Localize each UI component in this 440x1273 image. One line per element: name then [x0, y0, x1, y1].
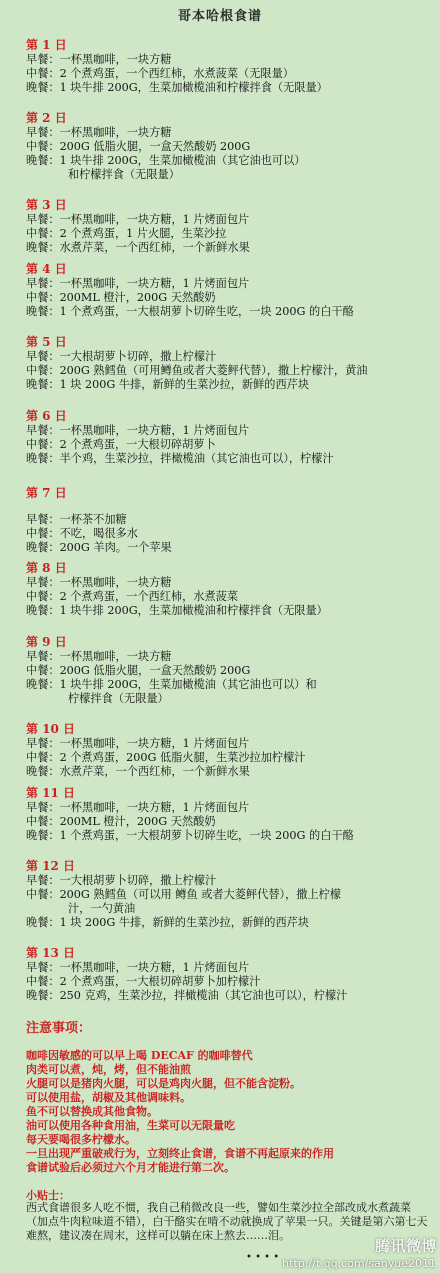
- dinner-line-continued: 和柠檬拌食（无限量）: [68, 168, 180, 181]
- breakfast-line: 早餐：一杯黑咖啡，一块方糖，1 片烤面包片: [26, 277, 250, 290]
- breakfast-line: 早餐：一杯黑咖啡，一块方糖，1 片烤面包片: [26, 961, 250, 974]
- lunch-line: 中餐：200G 熟鳕鱼（可以用 鳟鱼 或者大菱鲆代替），撒上柠檬: [26, 888, 342, 901]
- day-title: 第 1 日: [26, 38, 67, 52]
- day-title: 第 9 日: [26, 635, 67, 649]
- day-block: [26, 409, 431, 466]
- spacer: [26, 501, 431, 513]
- day-block: [26, 635, 431, 706]
- note-item: 食谱试验后必须过六个月才能进行第二次。: [26, 1161, 235, 1174]
- breakfast-line: 早餐：一杯黑咖啡，一块方糖，1 片烤面包片: [26, 424, 250, 437]
- note-item: 可以使用盐，胡椒及其他调味料。: [26, 1091, 191, 1104]
- day-block: [26, 335, 431, 392]
- ellipsis-dots: • • • •: [246, 1252, 280, 1263]
- lunch-line: 中餐：2 个煮鸡蛋，一个西红柿，水煮菠菜: [26, 590, 239, 603]
- watermark-url: http://t.qq.com/sanyue2011: [282, 1257, 436, 1270]
- notes-title: 注意事项：: [26, 1021, 92, 1036]
- day-block: [26, 722, 431, 779]
- dinner-line: 晚餐：水煮芹菜，一个西红柿，一个新鲜水果: [26, 241, 250, 254]
- day-title: 第 10 日: [26, 722, 76, 736]
- lunch-line: 中餐：2 个煮鸡蛋，一个西红柿，水煮菠菜（无限量）: [26, 67, 294, 80]
- lunch-line: 中餐：不吃，喝很多水: [26, 527, 138, 540]
- note-item: 火腿可以是猪肉火腿，可以是鸡肉火腿，但不能含淀粉。: [26, 1077, 301, 1090]
- dinner-line: 晚餐：半个鸡，生菜沙拉，拌橄榄油（其它油也可以），柠檬汁: [26, 452, 334, 465]
- dinner-line: 晚餐：1 块牛排 200G，生菜加橄榄油（其它油也可以）: [26, 154, 306, 167]
- day-block: [26, 946, 431, 1003]
- day-title: 第 4 日: [26, 262, 67, 276]
- note-item: 油可以使用各种食用油，生菜可以无限量吃: [26, 1119, 235, 1132]
- breakfast-line: 早餐：一杯黑咖啡，一块方糖，1 片烤面包片: [26, 737, 250, 750]
- lunch-line: 中餐：2 个煮鸡蛋，1 片火腿，生菜沙拉: [26, 227, 227, 240]
- day-title: 第 8 日: [26, 561, 67, 575]
- lunch-line: 中餐：200ML 橙汁，200G 天然酸奶: [26, 815, 216, 828]
- notes-list: [26, 1049, 431, 1175]
- dinner-line: 晚餐：1 个煮鸡蛋，一大根胡萝卜切碎生吃，一块 200G 的白干酪: [26, 305, 354, 318]
- day-block: [26, 38, 431, 95]
- tips-text: 西式食谱很多人吃不惯，我自己稍微改良一些，譬如生菜沙拉全部改成水煮蔬菜（加点牛肉粒味道不错），白干酪实在啃不动就换成了苹果一只。关键是第六第七天难熬，建议凑在周末，这样可以躺在床上熬去……泪。: [26, 1201, 428, 1242]
- day-block: [26, 561, 431, 618]
- dinner-line: 晚餐：水煮芹菜，一个西红柿，一个新鲜水果: [26, 765, 250, 778]
- day-title: 第 7 日: [26, 486, 67, 500]
- day-block: [26, 262, 431, 319]
- note-item: 一旦出现严重破戒行为，立刻终止食谱，食谱不再起原来的作用: [26, 1147, 334, 1160]
- day-title: 第 5 日: [26, 335, 67, 349]
- lunch-line-continued: 汁，一勺黄油: [68, 902, 136, 915]
- lunch-line: 中餐：200ML 橙汁，200G 天然酸奶: [26, 291, 216, 304]
- breakfast-line: 早餐：一杯黑咖啡，一块方糖: [26, 650, 172, 663]
- lunch-line: 中餐：200G 熟鳕鱼（可用鳟鱼或者大菱鲆代替），撒上柠檬汁，黄油: [26, 364, 368, 377]
- dinner-line: 晚餐：1 块牛排 200G，生菜加橄榄油和柠檬拌食（无限量）: [26, 81, 328, 94]
- breakfast-line: 早餐：一杯茶不加糖: [26, 513, 127, 526]
- breakfast-line: 早餐：一杯黑咖啡，一块方糖: [26, 576, 172, 589]
- page-title: 哥本哈根食谱: [177, 9, 262, 24]
- breakfast-line: 早餐：一大根胡萝卜切碎，撒上柠檬汁: [26, 874, 217, 887]
- day-title: 第 13 日: [26, 946, 76, 960]
- lunch-line: 中餐：2 个煮鸡蛋，一大根切碎胡萝卜: [26, 438, 216, 451]
- lunch-line: 中餐：200G 低脂火腿，一盒天然酸奶 200G: [26, 664, 251, 677]
- note-item: 咖啡因敏感的可以早上喝 DECAF 的咖啡替代: [26, 1049, 253, 1062]
- note-item: 每天要喝很多柠檬水。: [26, 1133, 136, 1146]
- day-block: [26, 486, 431, 555]
- note-item: 肉类可以煮，炖，烤，但不能油煎: [26, 1063, 191, 1076]
- dinner-line: 晚餐：250 克鸡，生菜沙拉，拌橄榄油（其它油也可以），柠檬汁: [26, 989, 348, 1002]
- note-item: 鱼不可以替换成其他食物。: [26, 1105, 158, 1118]
- day-title: 第 2 日: [26, 111, 67, 125]
- dinner-line-continued: 柠檬拌食（无限量）: [68, 692, 169, 705]
- dinner-line: 晚餐：1 块 200G 牛排，新鲜的生菜沙拉，新鲜的西芹块: [26, 378, 310, 391]
- day-title: 第 11 日: [26, 786, 76, 800]
- lunch-line: 中餐：2 个煮鸡蛋，200G 低脂火腿，生菜沙拉加柠檬汁: [26, 751, 306, 764]
- breakfast-line: 早餐：一杯黑咖啡，一块方糖，1 片烤面包片: [26, 213, 250, 226]
- dinner-line: 晚餐：200G 羊肉。一个苹果: [26, 541, 172, 554]
- breakfast-line: 早餐：一杯黑咖啡，一块方糖: [26, 53, 172, 66]
- lunch-line: 中餐：200G 低脂火腿，一盒天然酸奶 200G: [26, 140, 251, 153]
- day-block: [26, 786, 431, 843]
- day-block: [26, 198, 431, 255]
- tips-title: 小贴士：: [26, 1189, 70, 1202]
- breakfast-line: 早餐：一大根胡萝卜切碎，撒上柠檬汁: [26, 350, 217, 363]
- tencent-weibo-watermark: 腾讯微博: [374, 1237, 437, 1255]
- day-title: 第 3 日: [26, 198, 67, 212]
- day-title: 第 12 日: [26, 859, 76, 873]
- dinner-line: 晚餐：1 块牛排 200G，生菜加橄榄油（其它油也可以）和: [26, 678, 317, 691]
- day-block: [26, 859, 431, 930]
- dinner-line: 晚餐：1 块牛排 200G，生菜加橄榄油和柠檬拌食（无限量）: [26, 604, 328, 617]
- breakfast-line: 早餐：一杯黑咖啡，一块方糖: [26, 126, 172, 139]
- day-title: 第 6 日: [26, 409, 67, 423]
- dinner-line: 晚餐：1 个煮鸡蛋，一大根胡萝卜切碎生吃，一块 200G 的白干酪: [26, 829, 354, 842]
- day-block: [26, 111, 431, 182]
- lunch-line: 中餐：2 个煮鸡蛋，一大根切碎胡萝卜加柠檬汁: [26, 975, 261, 988]
- breakfast-line: 早餐：一杯黑咖啡，一块方糖，1 片烤面包片: [26, 801, 250, 814]
- dinner-line: 晚餐：1 块 200G 牛排，新鲜的生菜沙拉，新鲜的西芹块: [26, 916, 310, 929]
